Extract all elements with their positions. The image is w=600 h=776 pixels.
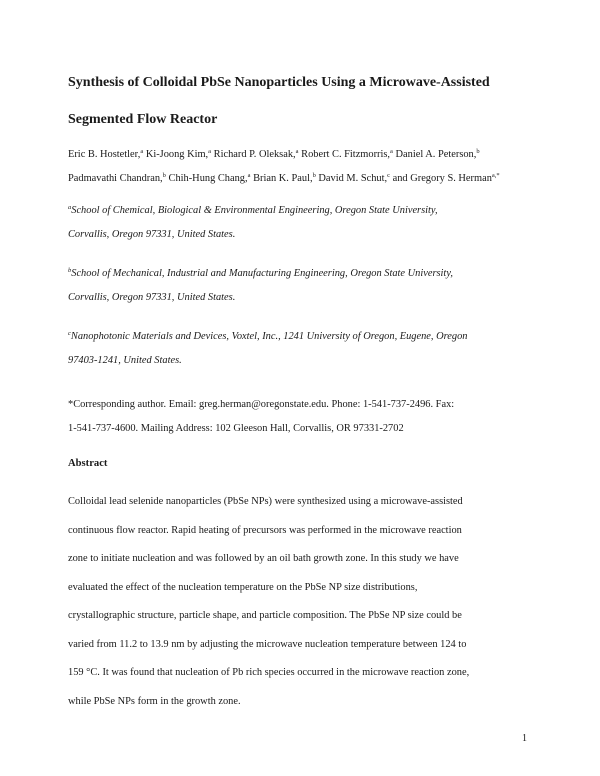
author-name: Brian K. Paul, <box>253 173 313 184</box>
affiliation-c-line-1: Nanophotonic Materials and Devices, Voxtel, Inc., 1241 University of Oregon, Eugene, Oregon <box>70 331 468 342</box>
author-affiliation-marker: b <box>476 148 480 155</box>
paper-title <box>68 64 538 138</box>
author-affiliation-marker: a <box>295 148 299 155</box>
affiliation-c <box>68 325 538 373</box>
author-affiliation-marker: a <box>140 148 144 155</box>
author-affiliation-marker: a,* <box>491 172 500 179</box>
page-number: 1 <box>522 733 527 744</box>
abstract-body <box>68 488 553 716</box>
author-name: Eric B. Hostetler, <box>68 149 141 160</box>
author-name: David M. Schut, <box>318 173 388 184</box>
author-list <box>68 143 538 191</box>
title-line-1: Synthesis of Colloidal PbSe Nanoparticles Using a Microwave-Assisted <box>68 75 490 90</box>
author-name: Richard P. Oleksak, <box>213 149 296 160</box>
corresponding-author <box>68 393 538 441</box>
affiliation-a-marker: a <box>68 204 72 211</box>
abstract-line: zone to initiate nucleation and was followed by an oil bath growth zone. In this study we have <box>68 553 459 564</box>
affiliation-a-line-2: Corvallis, Oregon 97331, United States. <box>68 229 236 240</box>
affiliation-a-line-1: School of Chemical, Biological & Environmental Engineering, Oregon State University, <box>71 205 438 216</box>
abstract-line: while PbSe NPs form in the growth zone. <box>68 695 241 707</box>
affiliation-c-line-2: 97403-1241, United States. <box>68 355 182 366</box>
author-affiliation-marker: a <box>208 148 212 155</box>
abstract-line: crystallographic structure, particle shape, and particle composition. The PbSe NP size could be <box>68 610 462 621</box>
author-affiliation-marker: b <box>162 172 166 179</box>
abstract-line: Colloidal lead selenide nanoparticles (PbSe NPs) were synthesized using a microwave-assisted <box>68 496 463 507</box>
author-name: and Gregory S. Herman <box>392 173 492 184</box>
author-affiliation-marker: b <box>312 172 316 179</box>
abstract-line: continuous flow reactor. Rapid heating of precursors was performed in the microwave reaction <box>68 524 462 536</box>
abstract-line: evaluated the effect of the nucleation temperature on the PbSe NP size distributions, <box>68 581 418 593</box>
author-affiliation-marker: a <box>247 172 251 179</box>
affiliation-a <box>68 199 538 247</box>
abstract-heading: Abstract <box>68 458 108 469</box>
author-affiliation-marker: c <box>387 172 391 179</box>
affiliation-b-marker: b <box>68 267 72 274</box>
author-name: Daniel A. Peterson, <box>395 149 477 160</box>
affiliation-b <box>68 262 538 310</box>
abstract-line: 159 °C. It was found that nucleation of Pb rich species occurred in the microwave reaction zone, <box>68 667 470 678</box>
abstract-line: varied from 11.2 to 13.9 nm by adjusting the microwave nucleation temperature between 124 to <box>68 638 467 650</box>
affiliation-b-line-2: Corvallis, Oregon 97331, United States. <box>68 292 236 303</box>
affiliation-b-line-1: School of Mechanical, Industrial and Manufacturing Engineering, Oregon State University, <box>71 268 453 279</box>
corresponding-line-2: 1-541-737-4600. Mailing Address: 102 Gleeson Hall, Corvallis, OR 97331-2702 <box>68 423 404 434</box>
author-name: Chih-Hung Chang, <box>168 173 248 184</box>
author-affiliation-marker: a <box>390 148 393 155</box>
title-line-2: Segmented Flow Reactor <box>68 112 218 127</box>
author-name: Robert C. Fitzmorris, <box>301 149 391 160</box>
corresponding-line-1: *Corresponding author. Email: greg.herman@oregonstate.edu. Phone: 1-541-737-2496. Fax: <box>68 399 455 410</box>
author-name: Padmavathi Chandran, <box>68 173 163 184</box>
author-name: Ki-Joong Kim, <box>145 149 209 160</box>
affiliation-c-marker: c <box>68 330 71 337</box>
